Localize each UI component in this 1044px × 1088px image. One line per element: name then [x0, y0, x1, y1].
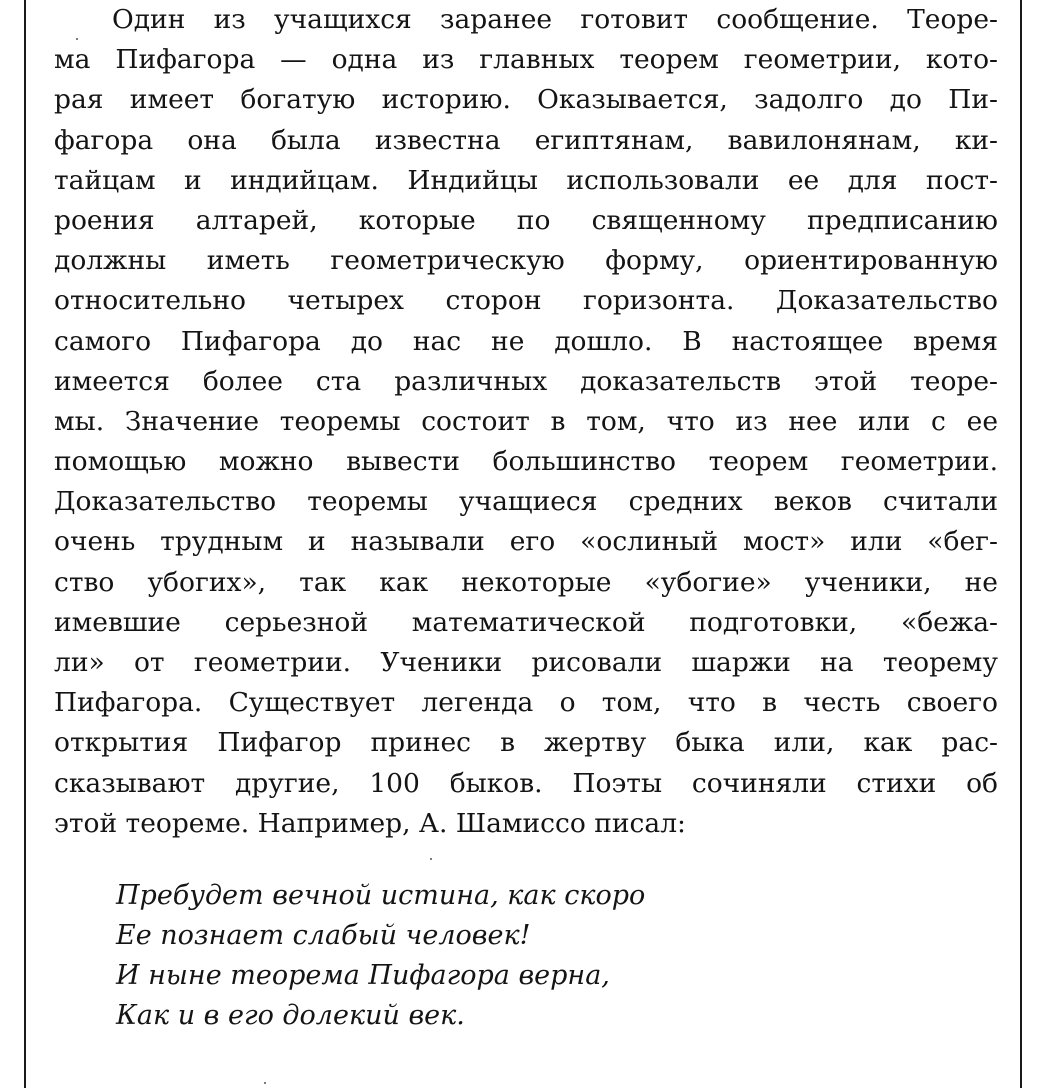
paragraph-line: имевшие серьезной математической подготовки, «бежа-: [54, 606, 998, 638]
poem-quote: [116, 876, 816, 1036]
paragraph-line: рая имеет богатую историю. Оказывается, задолго до Пи-: [54, 84, 998, 116]
paragraph-line: Пифагора. Существует легенда о том, что в честь своего: [54, 687, 998, 719]
paragraph-line: относительно четырех сторон горизонта. Доказательство: [54, 285, 998, 317]
paragraph-line: фагора она была известна египтянам, вавилонянам, ки-: [54, 124, 998, 156]
paragraph-line: мы. Значение теоремы состоит в том, что из нее или с ее: [54, 405, 998, 437]
paragraph-line: ли» от геометрии. Ученики рисовали шаржи на теорему: [54, 647, 998, 678]
paragraph-line: очень трудным и называли его «ослиный мост» или «бег-: [54, 526, 998, 558]
paragraph-line: самого Пифагора до нас не дошло. В настоящее время: [54, 325, 998, 357]
paragraph-line: имеется более ста различных доказательств этой теоре-: [54, 365, 998, 397]
paragraph-line: ма Пифагора — одна из главных теорем геометрии, кото-: [54, 44, 998, 76]
scan-speck: [430, 858, 432, 860]
paragraph-line: помощью можно вывести большинство теорем геометрии.: [54, 446, 998, 478]
paragraph-line: сказывают другие, 100 быков. Поэты сочиняли стихи об: [54, 767, 998, 799]
page-border-left: [24, 0, 26, 1088]
paragraph-line: роения алтарей, которые по священному предписанию: [54, 204, 998, 236]
body-paragraph: [54, 0, 998, 844]
paragraph-line: Один из учащихся заранее готовит сообщение. Теоре-: [112, 4, 998, 35]
scan-speck: [264, 1082, 266, 1084]
scan-speck: [76, 38, 78, 40]
paragraph-line: открытия Пифагор принес в жертву быка или, как рас-: [54, 727, 998, 759]
paragraph-line: ство убогих», так как некоторые «убогие» ученики, не: [54, 566, 998, 598]
paragraph-line: должны иметь геометрическую форму, ориентированную: [54, 245, 998, 277]
poem-line: Ее познает слабый человек!: [116, 920, 531, 951]
page-border-right: [1020, 0, 1022, 1088]
poem-line: Пребудет вечной истина, как скоро: [116, 880, 646, 911]
paragraph-line: тайцам и индийцам. Индийцы использовали ее для пост-: [54, 164, 998, 196]
poem-line: И ныне теорема Пифагора верна,: [116, 960, 610, 991]
paragraph-line: этой теореме. Например, А. Шамиссо писал:: [54, 807, 686, 839]
poem-line: Как и в его долекий век.: [116, 1000, 465, 1031]
paragraph-line: Доказательство теоремы учащиеся средних веков считали: [54, 486, 998, 518]
